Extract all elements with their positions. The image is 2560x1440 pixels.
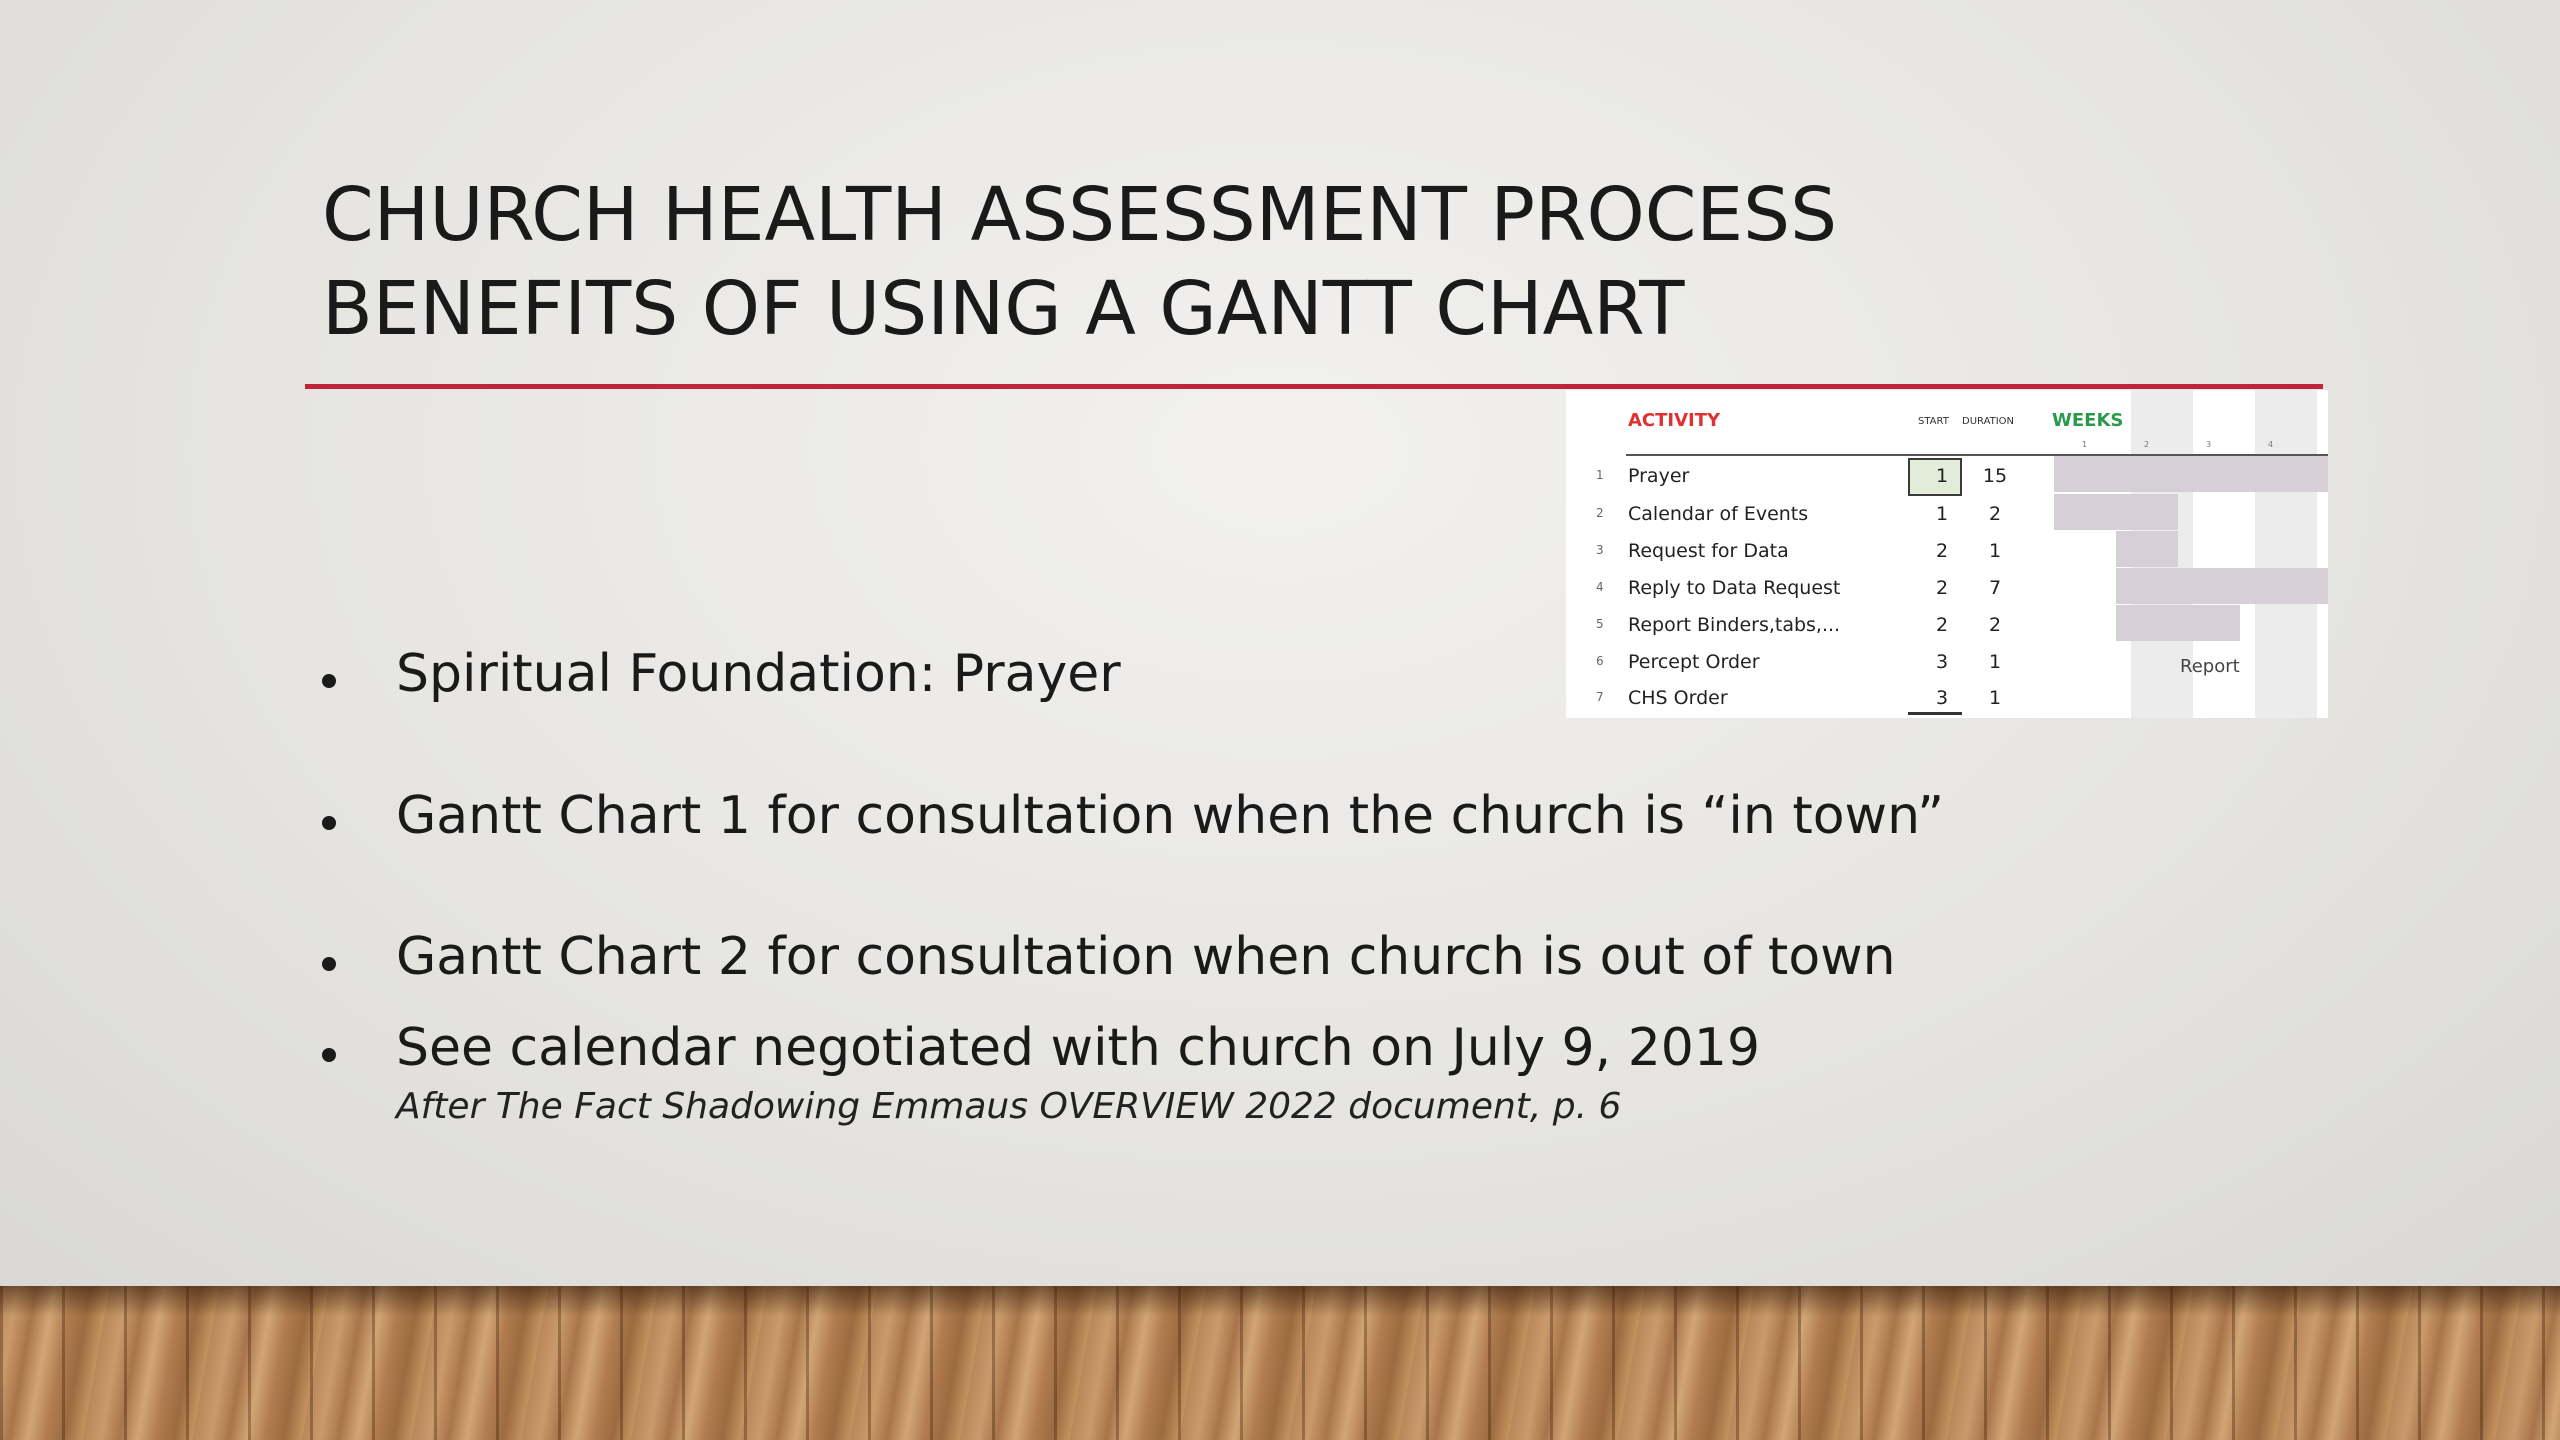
row-number: 7 [1596,690,1604,704]
bullet-text: Spiritual Foundation: Prayer [396,644,1121,704]
row-duration: 1 [1988,687,2002,709]
activity-header: ACTIVITY [1628,410,1721,431]
bullet-text: See calendar negotiated with church on July 9, 2019 [396,1018,1761,1078]
row-activity: Report Binders,tabs,... [1628,614,1841,636]
title-line-2: BENEFITS OF USING A GANTT CHART [322,266,1685,352]
row-start: 1 [1935,465,1949,487]
gantt-row [1566,533,2328,570]
row-activity: Percept Order [1628,651,1760,673]
wood-floor-seams [0,1286,2560,1440]
week-number: 2 [2144,440,2150,449]
row-duration: 15 [1982,465,2008,487]
week-number: 1 [2082,440,2088,449]
row-activity: CHS Order [1628,687,1728,709]
week-number: 4 [2268,440,2274,449]
gantt-row [1566,570,2328,607]
gantt-row [1566,458,2328,495]
start-column-underline [1908,712,1962,715]
start-header: START [1918,416,1949,427]
row-start: 2 [1935,614,1949,636]
row-start: 2 [1935,577,1949,599]
row-number: 5 [1596,617,1604,631]
row-duration: 2 [1988,614,2002,636]
gantt-chart-image [1566,390,2328,718]
row-number: 6 [1596,654,1604,668]
title-line-1: CHURCH HEALTH ASSESSMENT PROCESS [322,172,1838,258]
duration-header: DURATION [1962,416,2015,427]
week-number: 3 [2206,440,2212,449]
weeks-header: WEEKS [2052,410,2124,431]
source-note: After The Fact Shadowing Emmaus OVERVIEW 2022 document, p. 6 [396,1086,1622,1127]
gantt-row [1566,607,2328,644]
row-number: 2 [1596,506,1604,520]
bullet-dot [322,957,336,971]
row-number: 4 [1596,580,1604,594]
row-start: 1 [1935,503,1949,525]
bullet-text: Gantt Chart 2 for consultation when church is out of town [396,927,1896,987]
row-duration: 1 [1988,540,2002,562]
title-underline [305,384,2323,389]
row-duration: 2 [1988,503,2002,525]
row-activity: Prayer [1628,465,1690,487]
row-activity: Request for Data [1628,540,1789,562]
row-activity: Reply to Data Request [1628,577,1841,599]
row-start: 2 [1935,540,1949,562]
bullet-dot [322,674,336,688]
row-start: 3 [1935,651,1949,673]
gantt-row [1566,496,2328,533]
bullet-dot [322,1048,336,1062]
bullet-text: Gantt Chart 1 for consultation when the church is “in town” [396,786,1945,846]
bullet-dot [322,816,336,830]
row-number: 3 [1596,543,1604,557]
row-number: 1 [1596,468,1604,482]
row-duration: 1 [1988,651,2002,673]
row-activity: Calendar of Events [1628,503,1809,525]
row-start: 3 [1935,687,1949,709]
bar-label: Report [2180,656,2240,677]
row-duration: 7 [1988,577,2002,599]
slide-title [322,168,2022,356]
